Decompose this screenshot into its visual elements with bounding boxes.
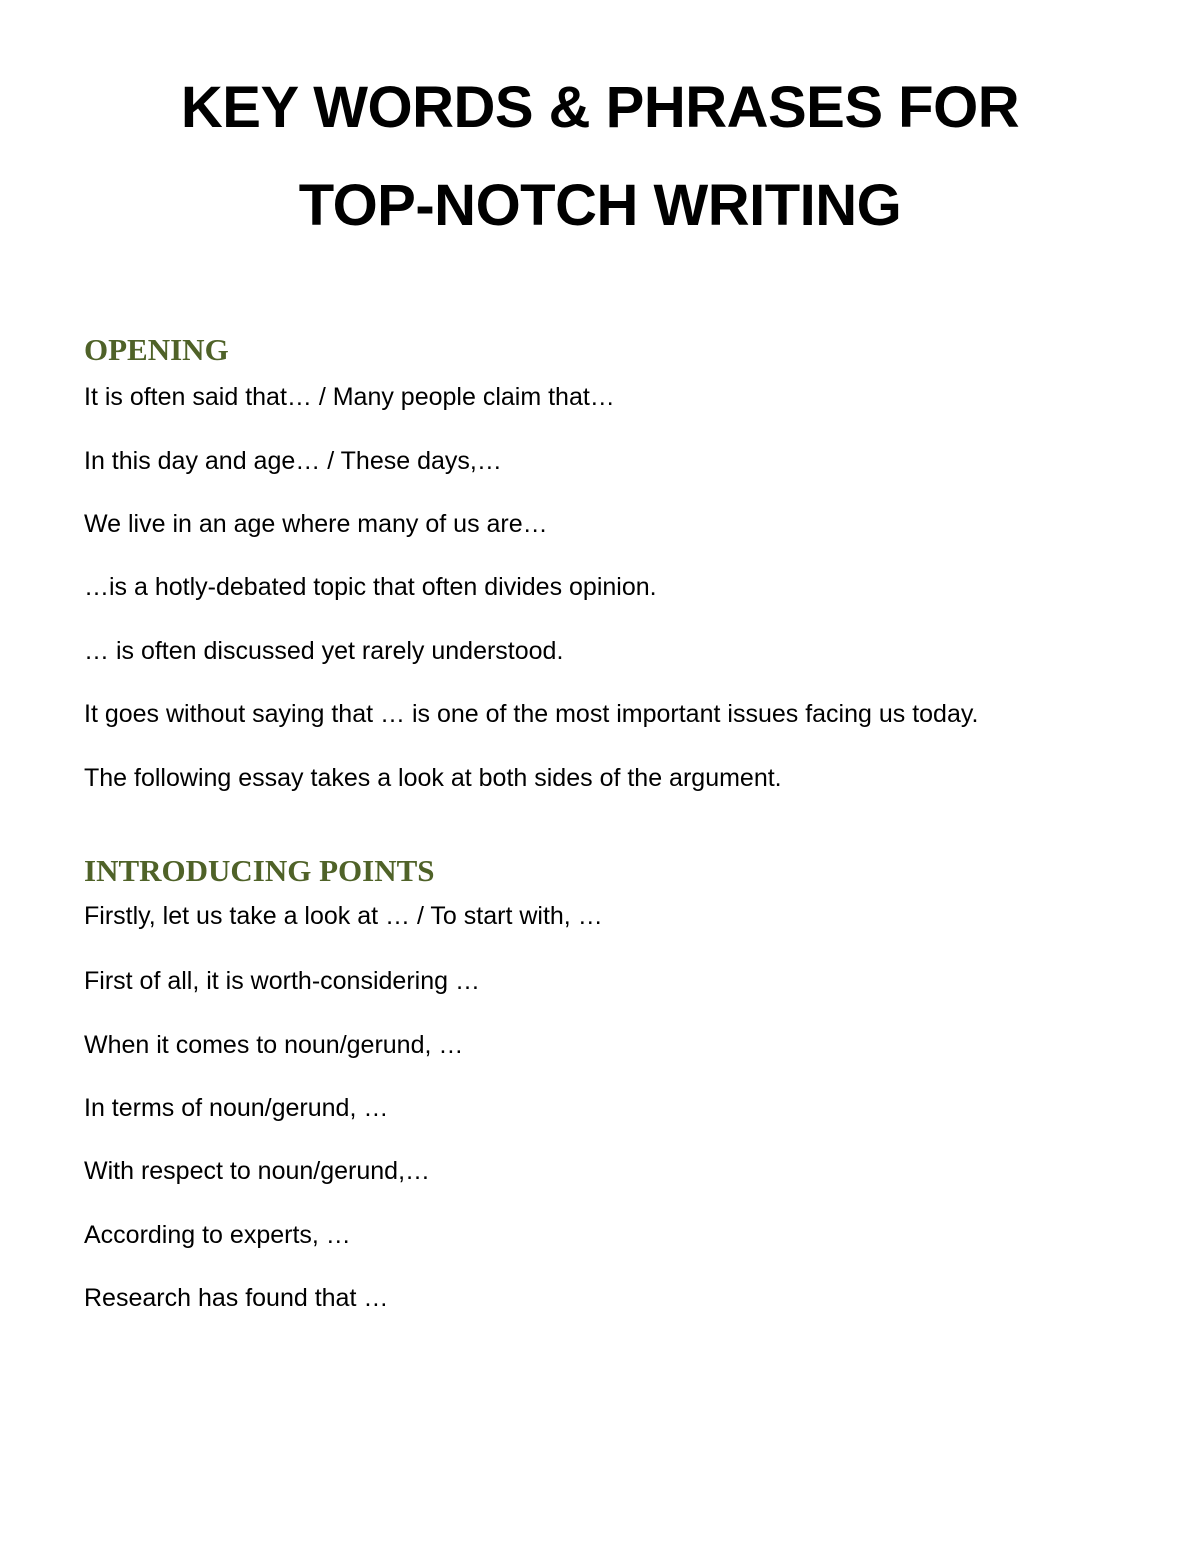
phrase-item: It goes without saying that … is one of the most important issues facing us today. [84,700,979,728]
page-title-line-1: KEY WORDS & PHRASES FOR [180,75,1020,140]
phrase-item: When it comes to noun/gerund, … [84,1031,464,1059]
phrase-item: First of all, it is worth-considering … [84,967,480,995]
phrase-item: We live in an age where many of us are… [84,510,548,538]
phrase-item: According to experts, … [84,1221,351,1249]
section-heading-opening: OPENING [84,332,229,367]
phrase-item: Firstly, let us take a look at … / To start with, … [84,902,603,930]
phrase-item: The following essay takes a look at both sides of the argument. [84,764,782,792]
page-title-line-2: TOP-NOTCH WRITING [298,173,902,238]
phrase-item: In terms of noun/gerund, … [84,1094,389,1122]
phrase-item: Research has found that … [84,1284,389,1312]
phrase-item: In this day and age… / These days,… [84,447,502,475]
phrase-item: … is often discussed yet rarely understood. [84,637,564,665]
phrase-item: It is often said that… / Many people claim that… [84,383,615,411]
phrase-item: With respect to noun/gerund,… [84,1157,431,1185]
phrase-item: …is a hotly-debated topic that often divides opinion. [84,573,657,601]
section-heading-introducing-points: INTRODUCING POINTS [84,853,435,888]
